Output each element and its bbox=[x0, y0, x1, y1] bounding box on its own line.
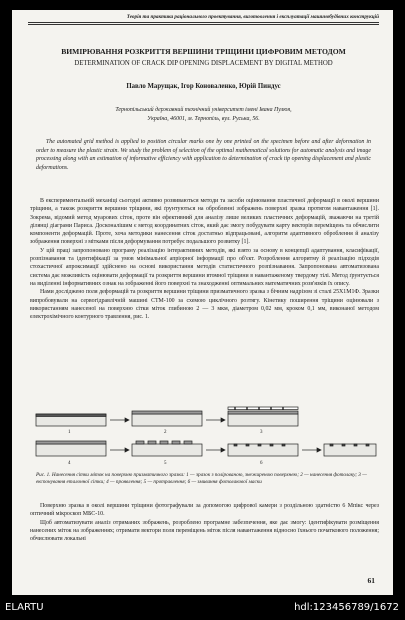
header-rule-2 bbox=[28, 24, 379, 25]
title-ukrainian: ВИМІРЮВАННЯ РОЗКРИТТЯ ВЕРШИНИ ТРІЩИНИ ЦИФРОВИМ МЕТОДОМ bbox=[61, 47, 346, 56]
viewer-footer bbox=[0, 596, 405, 620]
body-text-2 bbox=[30, 502, 379, 543]
affiliation-line-2: Україна, 46001, м. Тернопіль, вул. Руська, 56. bbox=[147, 116, 260, 122]
figure-label: 6 bbox=[260, 461, 263, 466]
handle-id: hdl:123456789/1672 bbox=[294, 602, 399, 613]
figure-label: 3 bbox=[260, 430, 263, 435]
page-number: 61 bbox=[367, 576, 375, 585]
figure-label: 5 bbox=[164, 461, 167, 466]
header-rule bbox=[28, 22, 379, 23]
figure-1 bbox=[30, 406, 380, 468]
paragraph: У цій праці запропоновано програму реалізацію інтерактивних методів, які взято за основу в концепції адаптування, класифікації, розпізнавання та ідентифікації за умов мінімальної апріорної інформації про об'єкт. Розроблення алгоритму й реалізацію підходів стохастичної апроксимації здійснено на основі використання методів статистичного розпізнавання. Запропонована автоматизована система дає можливість оцінювати деформації та розкриття вершини втомної тріщини в навантаженому твердому тілі. Метод ґрунтується на виділенні інформативних ознак на зображенні його поверхні та знаходженні оптимальних математичних розв'язків їх опису. bbox=[30, 247, 379, 287]
repository-name: ELARTU bbox=[5, 602, 44, 613]
figure-label: 1 bbox=[68, 430, 71, 435]
affiliation bbox=[52, 106, 355, 124]
affiliation-line-1: Тернопільський державний технічний університет імені Івана Пулюя, bbox=[115, 107, 292, 113]
figure-caption: Рис. 1. Нанесення сітки міток на поверхню призматичного зразка: 1 — зразок з полірованою, знежиреною поверхнею; 2 — нанесення фотолаку; 3 — експонування еталонної сітки; 4 — проявлення; 5 — протравлення; 6 — змивання фотолакової маски bbox=[36, 472, 367, 485]
paragraph: В експериментальній механіці сьогодні активно розвиваються методи та засоби оцінювання пластичної деформації в околі вершини тріщини, а також розкриття вершини тріщини, які ґрунтуються на обробленні зображень поверхні зразка протягом навантаження [1]. Зокрема, відомий метод муарових сіток, проте він ефективний для аналізу лише великих пластичних деформацій, зважаючи на третій ділянці діаграми Париса. Досконалішим є метод координатних сіток, який дає змогу побудувати карту векторів переміщень та обчислити компоненти деформацій. Проте, хоча методики нанесення сіток достатньо відпрацьовані, алгоритм адаптивного оброблення й аналізу зображення поверхні з мітками після деформування потребує подальшого розвитку [1]. bbox=[30, 198, 379, 246]
figure-label: 4 bbox=[68, 461, 71, 466]
paragraph: Поверхню зразка в околі вершини тріщини фотографували за допомогою цифрової камери з роздільною здатністю 6 Мпікс через оптичний мікроскоп МБС-10. bbox=[30, 503, 379, 518]
paragraph: Нами досліджено поля деформацій та розкриття вершини тріщини призматичного зразка з бічним надрізом зі сталі 25Х1М1Ф. Зразки випробовували на сервогідравлічній машині СТМ-100 за схемою циклічного розтягу. Кінетику поширення тріщини оцінювали з використанням нанесеної на поверхню сітки міток глибиною 2 — 3 мкм, діаметром 0,02 мм, кроком 0,1 мм, виконаної методом електрохімічного контурного травлення, рис. 1. bbox=[30, 289, 379, 321]
paragraph: Щоб автоматизувати аналіз отриманих зображень, розроблено програмне забезпечення, яке дає змогу: ідентифікувати розміщення нанесених міток на зображеннях; отримати вектори поля переміщень міток після навантаження відносно їхнього початкового положення; обчислювати локальні bbox=[30, 519, 379, 543]
title-english: DETERMINATION OF CRACK DIP OPENING DISPLACEMENT BY DIGITAL METHOD bbox=[74, 60, 333, 67]
abstract: The automated grid method is applied to position circular marks one by one printed on the specimen before and after deformation in order to measure the plastic strain. We study the problem of selection of the optimal mathematical solutions for automatic analysis and image processing along with an estimation of informative efficiency with application to determination of crack tip opening displacement and plastic deformations. bbox=[36, 139, 371, 171]
body-text-1 bbox=[30, 197, 379, 321]
authors: Павло Марущак, Ігор Коноваленко, Юрій Пиндус bbox=[126, 83, 281, 90]
journal-page bbox=[12, 10, 393, 595]
running-head: Теорія та практика раціонального проектування, виготовлення і експлуатації машинобудівних конструкцій bbox=[126, 14, 379, 20]
figure-label: 2 bbox=[164, 430, 167, 435]
